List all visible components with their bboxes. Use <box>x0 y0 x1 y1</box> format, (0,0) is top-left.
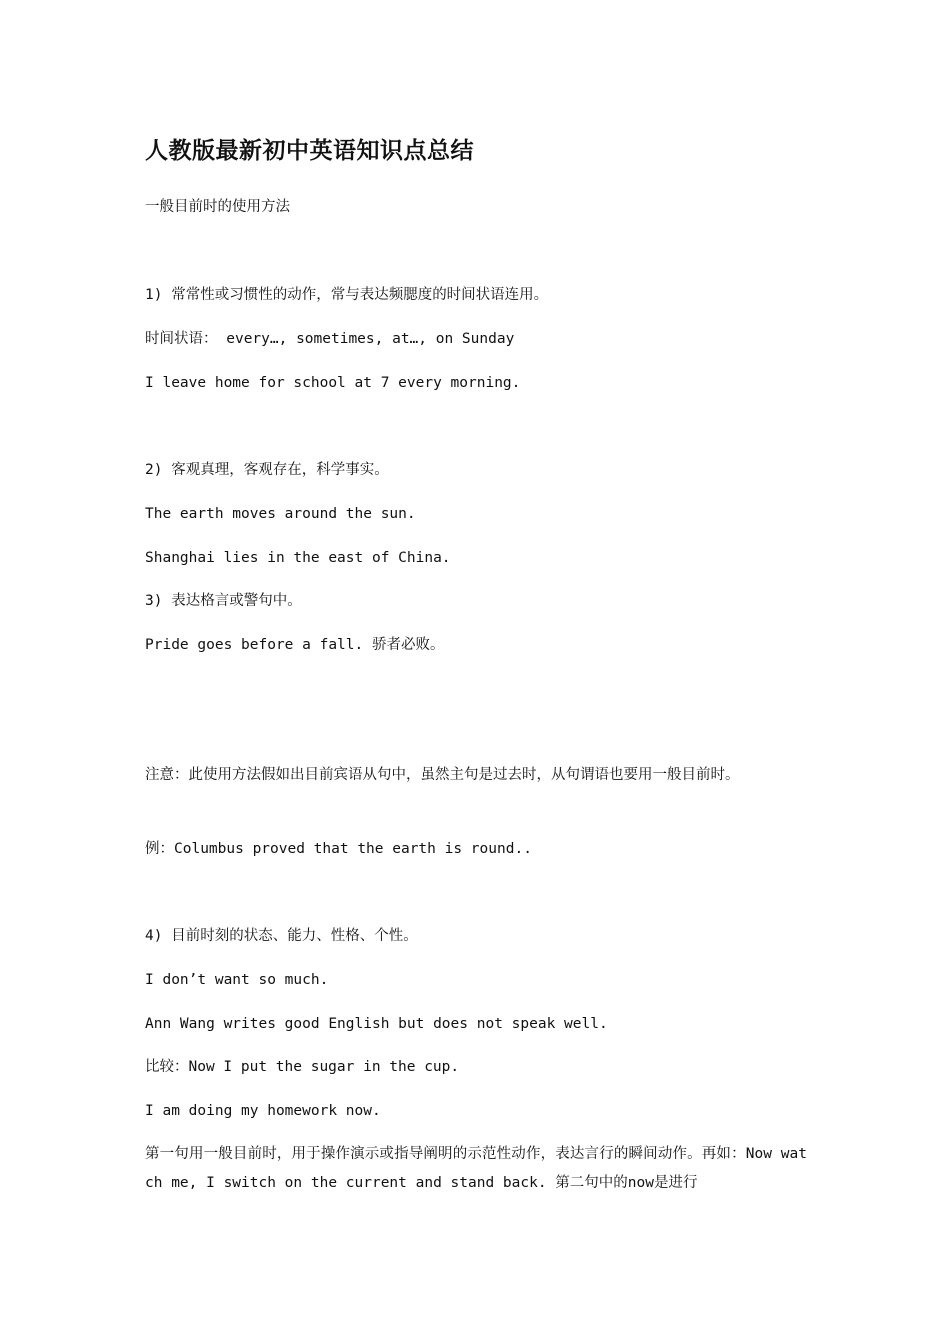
subtitle: 一般目前时的使用方法 <box>145 199 290 215</box>
section-1-example: I leave home for school at 7 every morning. <box>145 375 521 391</box>
section-4-compare: 比较：Now I put the sugar in the cup. <box>145 1059 460 1075</box>
section-2-heading: 2) 客观真理，客观存在，科学事实。 <box>145 462 389 478</box>
section-4-example-3: I am doing my homework now. <box>145 1103 381 1119</box>
note-example: 例：Columbus proved that the earth is round.. <box>145 841 532 857</box>
section-2-example-2: Shanghai lies in the east of China. <box>145 550 451 566</box>
note-paragraph: 注意：此使用方法假如出目前宾语从句中，虽然主句是过去时，从句谓语也要用一般目前时。 <box>145 767 740 783</box>
section-1-adverbials: 时间状语： every…, sometimes, at…, on Sunday <box>145 331 515 347</box>
section-2-example-1: The earth moves around the sun. <box>145 506 416 522</box>
section-3-heading: 3) 表达格言或警句中。 <box>145 593 302 609</box>
document-title: 人教版最新初中英语知识点总结 <box>145 137 474 164</box>
section-3-example: Pride goes before a fall. 骄者必败。 <box>145 637 445 653</box>
section-1-heading: 1) 常常性或习惯性的动作，常与表达频腮度的时间状语连用。 <box>145 287 549 303</box>
section-4-explanation: 第一句用一般目前时，用于操作演示或指导阐明的示范性动作，表达言行的瞬间动作。再如：Now watch me, I switch on the current and stand back. 第二句中的now是进行 <box>145 1146 807 1191</box>
section-4-example-2: Ann Wang writes good English but does not speak well. <box>145 1016 608 1032</box>
section-4-heading: 4) 目前时刻的状态、能力、性格、个性。 <box>145 928 418 944</box>
section-4-example-1: I don’t want so much. <box>145 972 329 988</box>
